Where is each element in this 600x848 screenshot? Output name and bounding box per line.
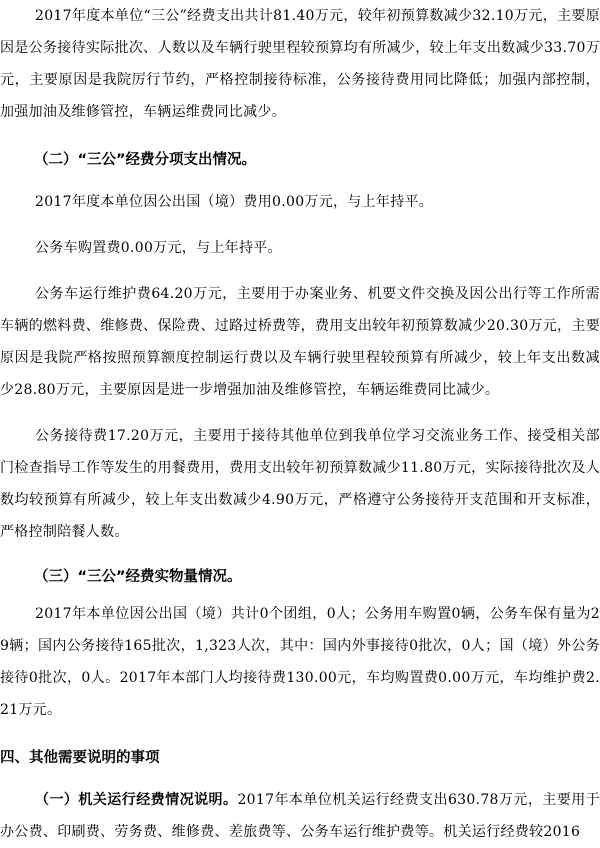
paragraph-overseas-travel: 2017年度本单位因公出国（境）费用0.00万元，与上年持平。 [35, 194, 434, 210]
paragraph-operating-expenses [0, 784, 600, 848]
paragraph-body-operating-expenses: 2017年本单位机关运行经费支出630.78万元，主要用于办公费、印刷费、劳务费、维修费、差旅费等、公务车运行维护费等。机关运行经费较2016 [0, 792, 600, 840]
paragraph-vehicle-purchase: 公务车购置费0.00万元，与上年持平。 [35, 240, 282, 256]
paragraph-reception-expenses: 公务接待费17.20万元，主要用于接待其他单位到我单位学习交流业务工作、接受相关部门检查指导工作等发生的用餐费用，费用支出较年初预算数减少11.80万元，实际接待批次及人数均较预算有所减少，较上年支出数减少4.90万元，严格遵守公务接待开支范围和开支标准，严格控制陪餐人数。 [0, 428, 600, 540]
paragraph-lead-operating-expenses: （一）机关运行经费情况说明。 [35, 792, 238, 808]
subheading-itemized-expenses: （二）“三公”经费分项支出情况。 [34, 152, 257, 168]
paragraph-vehicle-maintenance: 公务车运行维护费64.20万元，主要用于办案业务、机要文件交换及因公出行等工作所需车辆的燃料费、维修费、保险费、过路过桥费等，费用支出较年初预算数减少20.30万元，主要原因是我院严格按照预算额度控制运行费以及车辆行驶里程较预算有所减少，较上年支出数减少28.80万元，主要原因是进一步增强加油及维修管控，车辆运维费同比减少。 [0, 286, 600, 398]
paragraph-physical-quantity: 2017年本单位因公出国（境）共计0个团组，0人；公务用车购置0辆，公务车保有量为29辆；国内公务接待165批次，1,323人次，其中：国内外事接待0批次，0人；国（境）外公务接待0批次，0人。2017年本部门人均接待费130.00元，车均购置费0.00万元，车均维护费2.21万元。 [0, 606, 600, 718]
paragraph-three-public-total: 2017年度本单位“三公”经费支出共计81.40万元，较年初预算数减少32.10万元，主要原因是公务接待实际批次、人数以及车辆行驶里程较预算均有所减少，较上年支出数减少33.70万元，主要原因是我院厉行节约，严格控制接待标准，公务接待费用同比降低；加强内部控制，加强加油及维修管控，车辆运维费同比减少。 [0, 8, 600, 120]
subheading-physical-quantity: （三）“三公”经费实物量情况。 [34, 569, 242, 585]
section-heading-other-matters: 四、其他需要说明的事项 [0, 750, 160, 766]
